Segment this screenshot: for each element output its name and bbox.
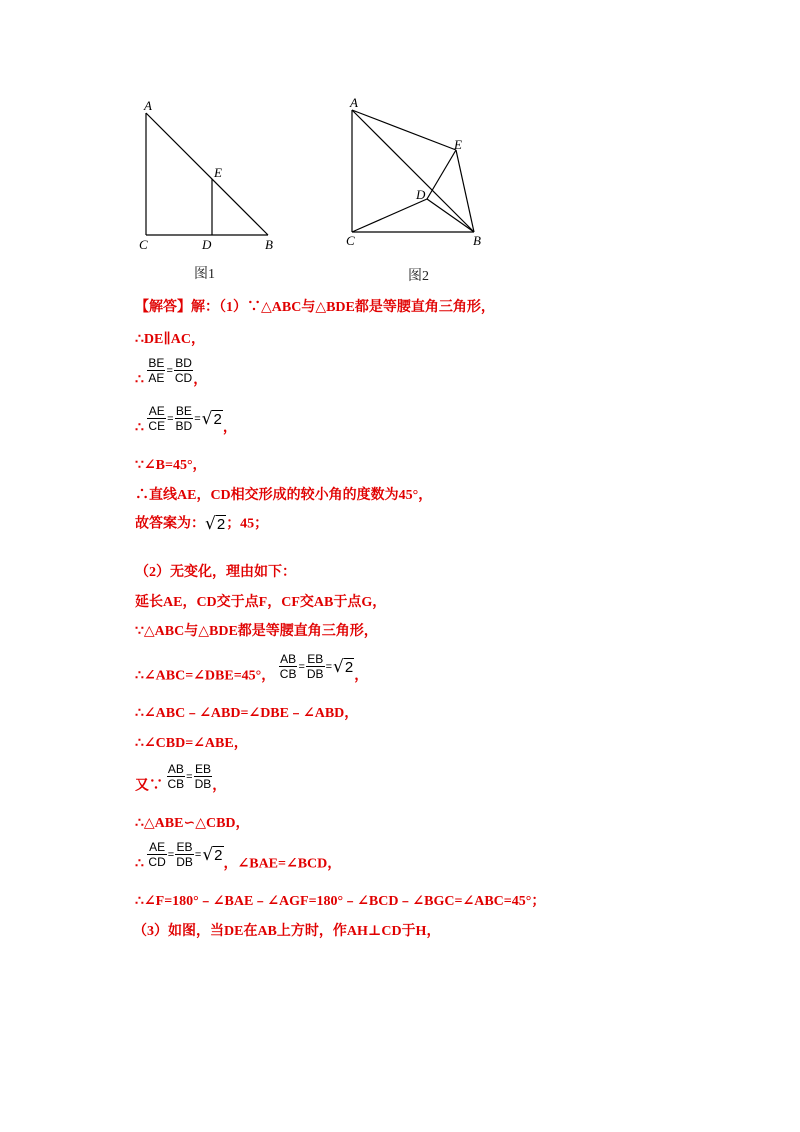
- solution-line-10: ∵△ABC与△BDE都是等腰直角三角形，: [135, 624, 378, 639]
- line-3-prefix: ∴: [135, 372, 144, 388]
- solution-line-16: [135, 840, 341, 873]
- denominator: DB: [194, 777, 212, 791]
- fraction: [147, 356, 165, 385]
- fig1-label-b: B: [265, 237, 273, 252]
- equals: =: [194, 412, 201, 425]
- fig2-label-d: D: [416, 187, 426, 202]
- fraction: [147, 840, 166, 869]
- figure-1-caption: 图1: [194, 267, 215, 282]
- fig2-label-c: C: [346, 233, 355, 248]
- solution-line-17: ∴∠F=180°﹣∠BAE﹣∠AGF=180°﹣∠BCD﹣∠BGC=∠ABC=45°；: [135, 894, 546, 909]
- solution-line-6: ∴直线AE，CD相交形成的较小角的度数为45°，: [135, 488, 433, 503]
- solution-line-3: [135, 356, 207, 389]
- fig1-label-e: E: [214, 165, 222, 180]
- solution-heading: 【解答】: [135, 300, 191, 315]
- fig1-label-d: D: [202, 237, 212, 252]
- equals: =: [166, 364, 173, 377]
- solution-line-1-text: 解：（1）∵△ABC与△BDE都是等腰直角三角形，: [191, 300, 495, 315]
- figure-1: [130, 95, 290, 260]
- radicand: 2: [214, 846, 223, 864]
- numerator: AB: [280, 652, 297, 666]
- radicand: 2: [213, 410, 222, 428]
- figure-2-caption: 图2: [408, 269, 429, 284]
- numerator: AB: [167, 762, 184, 776]
- denominator: CB: [279, 667, 297, 681]
- fraction: [194, 762, 213, 791]
- denominator: CE: [148, 419, 166, 433]
- denominator: CD: [174, 371, 193, 385]
- sqrt-symbol: √2: [201, 408, 222, 429]
- solution-line-4: [135, 404, 237, 437]
- radicand: 2: [344, 658, 354, 676]
- denominator: CB: [167, 777, 185, 791]
- fraction: [279, 652, 298, 681]
- radicand: 2: [216, 516, 226, 533]
- solution-line-1: [135, 298, 495, 318]
- sqrt-symbol: √2: [333, 656, 354, 677]
- solution-line-15: ∴△ABE∽△CBD，: [135, 816, 250, 831]
- solution-line-8: （2）无变化，理由如下：: [135, 565, 296, 580]
- solution-line-2: ∴DE∥AC，: [135, 332, 205, 347]
- numerator: EB: [307, 652, 324, 666]
- line-14-suffix: ，: [212, 778, 227, 794]
- line-14-prefix: 又∵: [135, 778, 163, 794]
- denominator: DB: [306, 667, 324, 681]
- denominator: DB: [176, 855, 193, 869]
- numerator: BD: [175, 356, 192, 370]
- solution-line-9: 延长AE，CD交于点F，CF交AB于点G，: [135, 595, 387, 610]
- fig1-label-c: C: [139, 237, 148, 252]
- fraction: [175, 404, 194, 433]
- denominator: CD: [148, 855, 166, 869]
- equals: =: [167, 412, 174, 425]
- line-4-prefix: ∴: [135, 420, 144, 436]
- fig2-label-a: A: [350, 95, 358, 110]
- numerator: AE: [148, 404, 165, 418]
- denominator: AE: [148, 371, 165, 385]
- line-16-suffix: ，∠BAE=∠BCD，: [223, 856, 342, 872]
- line-3-suffix: ，: [193, 372, 208, 388]
- numerator: AE: [149, 840, 166, 854]
- line-11-text: ∴∠ABC=∠DBE=45°，: [135, 668, 276, 684]
- fraction: [174, 356, 193, 385]
- denominator: BD: [175, 419, 193, 433]
- line-7-suffix: ；45；: [226, 516, 269, 532]
- line-7-text: 故答案为：: [135, 516, 205, 532]
- figure-2: [340, 92, 500, 257]
- solution-line-12: ∴∠ABC﹣∠ABD=∠DBE﹣∠ABD，: [135, 706, 359, 721]
- sqrt-symbol: √2: [202, 844, 223, 865]
- figure-1-diagram: [130, 95, 290, 260]
- numerator: EB: [176, 840, 193, 854]
- fraction: [306, 652, 325, 681]
- solution-line-14: [135, 762, 226, 795]
- numerator: BE: [175, 404, 192, 418]
- figure-2-diagram: [340, 92, 500, 257]
- numerator: EB: [194, 762, 211, 776]
- sqrt-symbol: √2: [205, 514, 226, 534]
- line-4-suffix: ，: [222, 420, 237, 436]
- solution-line-7: [135, 514, 268, 535]
- fig2-label-e: E: [454, 137, 462, 152]
- fig1-label-a: A: [144, 98, 152, 113]
- fig2-label-b: B: [473, 233, 481, 248]
- line-16-prefix: ∴: [135, 856, 144, 872]
- line-11-suffix: ，: [354, 668, 369, 684]
- numerator: BE: [148, 356, 165, 370]
- fraction: [175, 840, 194, 869]
- equals: =: [325, 660, 332, 673]
- solution-line-11: [135, 652, 368, 685]
- solution-line-13: ∴∠CBD=∠ABE，: [135, 736, 248, 751]
- fraction: [167, 762, 186, 791]
- fraction: [147, 404, 166, 433]
- equals: =: [194, 848, 202, 861]
- equals: =: [298, 660, 305, 673]
- equals: =: [186, 770, 193, 783]
- equals: =: [167, 848, 175, 861]
- solution-line-18: （3）如图，当DE在AB上方时，作AH⊥CD于H，: [133, 924, 441, 939]
- solution-line-5: ∵∠B=45°，: [135, 458, 207, 473]
